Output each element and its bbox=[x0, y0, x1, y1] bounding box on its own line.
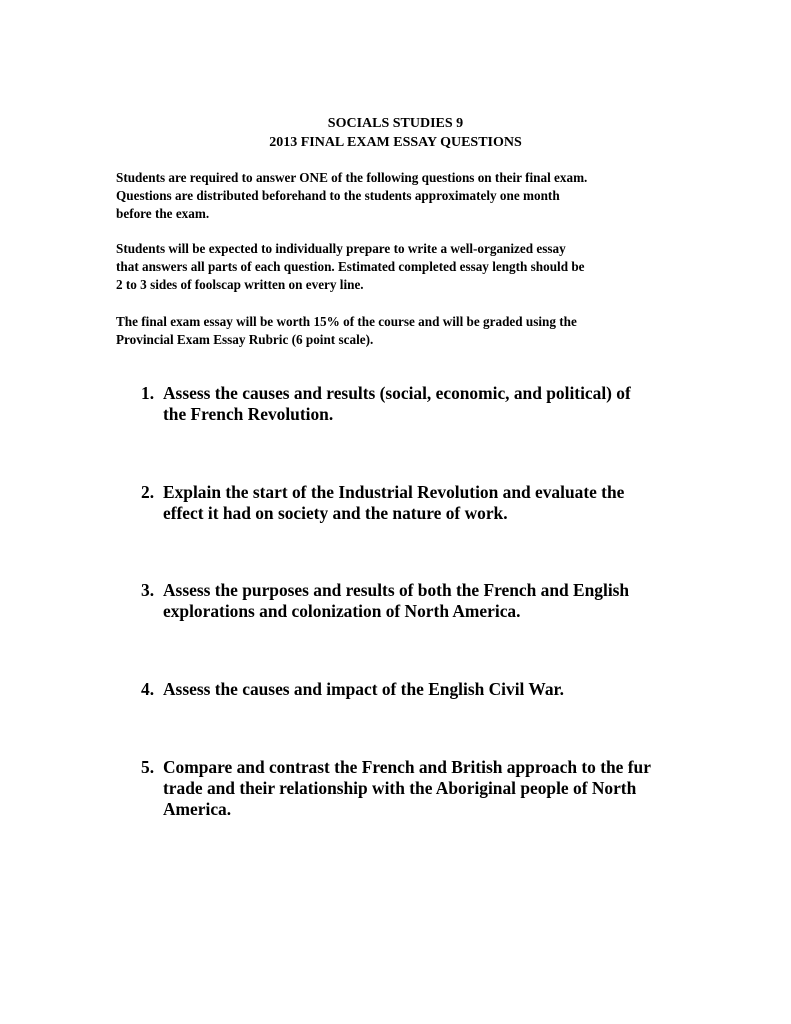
question-number: 1. bbox=[141, 383, 155, 403]
exam-title: 2013 FINAL EXAM ESSAY QUESTIONS bbox=[269, 135, 522, 150]
paragraph-line: Students are required to answer ONE of the following questions on their final exam. bbox=[116, 170, 588, 185]
paragraph-line: Questions are distributed beforehand to the students approximately one month bbox=[116, 188, 560, 203]
question-line: Assess the causes and results (social, economic, and political) of bbox=[163, 383, 631, 403]
essay-question-2 bbox=[141, 482, 701, 524]
paragraph-line: Students will be expected to individually prepare to write a well-organized essay bbox=[116, 241, 566, 256]
paragraph-line: The final exam essay will be worth 15% of the course and will be graded using the bbox=[116, 314, 577, 329]
question-number: 5. bbox=[141, 757, 155, 777]
instructions-paragraph-3 bbox=[116, 313, 686, 349]
question-line: trade and their relationship with the Aboriginal people of North bbox=[163, 778, 637, 798]
course-title: SOCIALS STUDIES 9 bbox=[327, 116, 464, 131]
question-line: explorations and colonization of North America. bbox=[163, 601, 521, 621]
paragraph-line: before the exam. bbox=[116, 206, 210, 221]
question-line: Assess the purposes and results of both the French and English bbox=[163, 580, 630, 600]
question-line: Compare and contrast the French and British approach to the fur bbox=[163, 757, 651, 777]
question-number: 2. bbox=[141, 482, 155, 502]
question-line: the French Revolution. bbox=[163, 404, 334, 424]
essay-question-4 bbox=[141, 679, 701, 700]
paragraph-line: that answers all parts of each question. Estimated completed essay length should be bbox=[116, 259, 585, 274]
question-line: Assess the causes and impact of the English Civil War. bbox=[163, 679, 565, 699]
essay-question-1 bbox=[141, 383, 701, 425]
paragraph-line: Provincial Exam Essay Rubric (6 point scale). bbox=[116, 332, 374, 347]
essay-question-3 bbox=[141, 580, 701, 622]
essay-question-5 bbox=[141, 757, 701, 820]
question-number: 3. bbox=[141, 580, 155, 600]
paragraph-line: 2 to 3 sides of foolscap written on every line. bbox=[116, 277, 364, 292]
instructions-paragraph-1 bbox=[116, 169, 686, 223]
question-line: America. bbox=[163, 799, 232, 819]
instructions-paragraph-2 bbox=[116, 240, 686, 294]
question-line: Explain the start of the Industrial Revolution and evaluate the bbox=[163, 482, 625, 502]
question-line: effect it had on society and the nature of work. bbox=[163, 503, 508, 523]
question-number: 4. bbox=[141, 679, 155, 699]
